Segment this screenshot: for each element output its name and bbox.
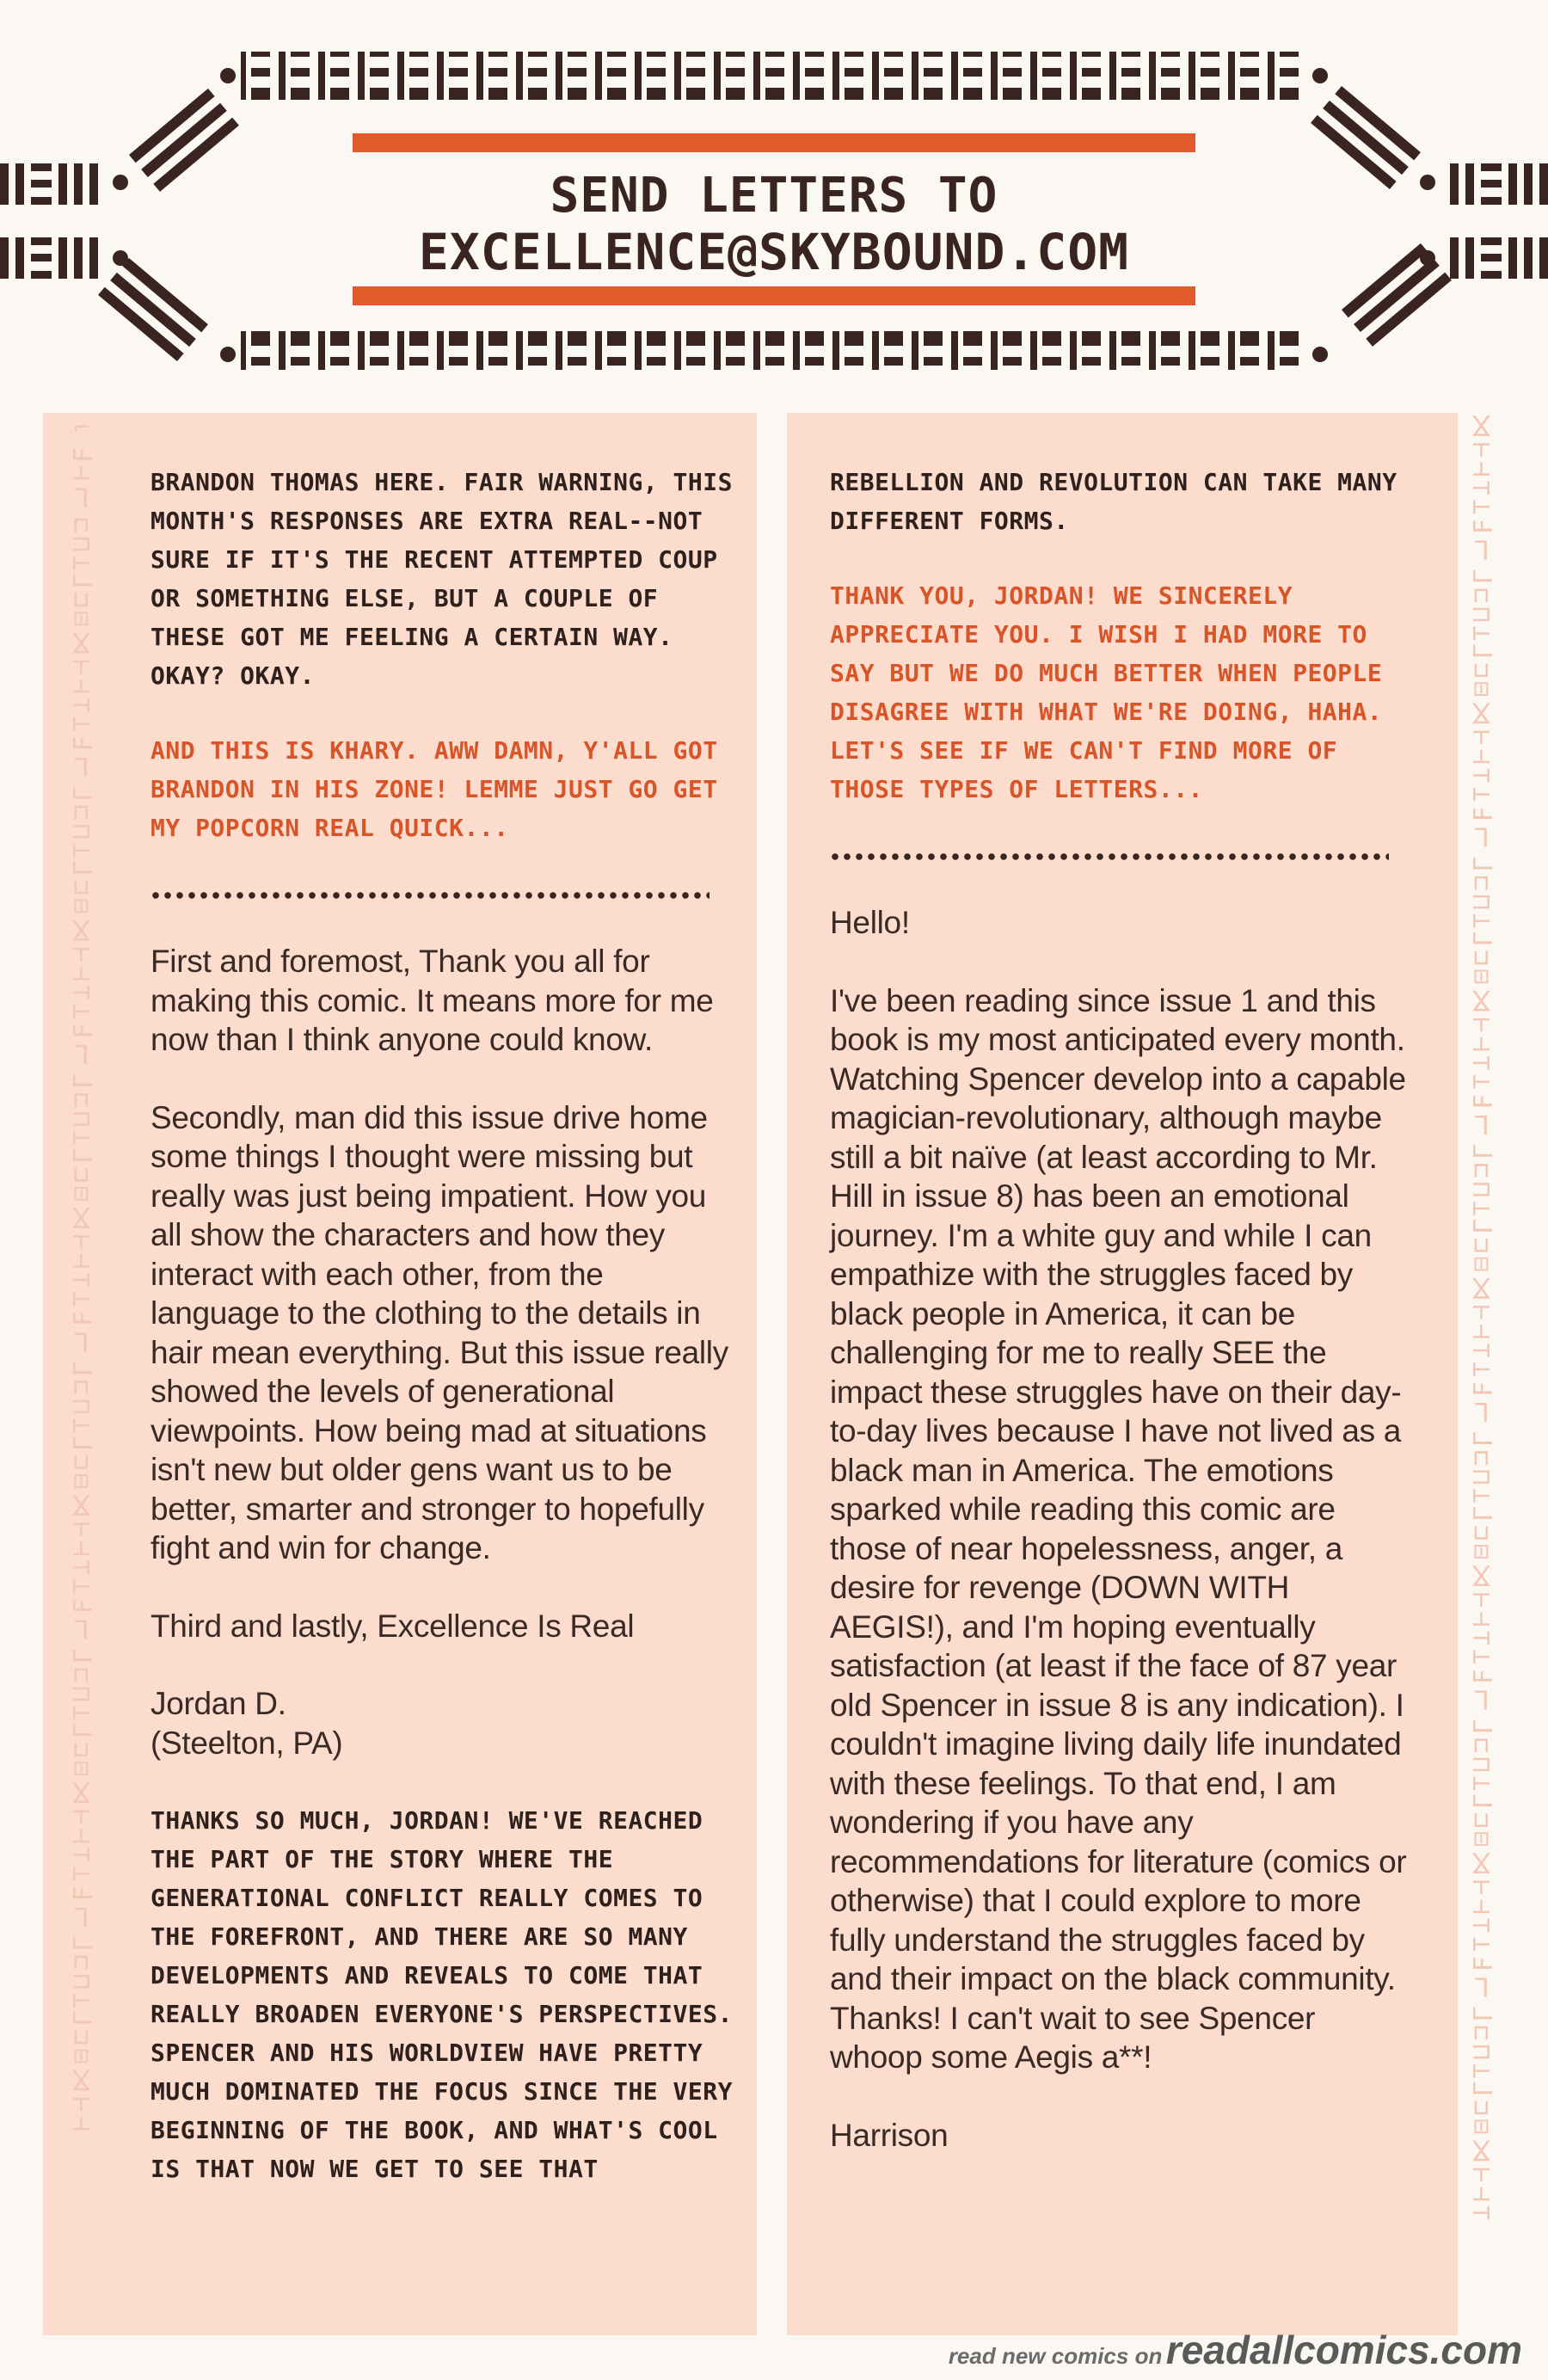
- title-accent-bar-top: [353, 133, 1195, 152]
- letter-paragraph-2: Secondly, man did this issue drive home some things I thought were missing but really was just being impatient. How you all show the characters and how they interact with each other, from the language to the clothing to the details in hair mean everything. But this issue really showed the levels of generational viewpoints. How being mad at situations isn't new but older gens want us to be better, smarter and stronger to hopefully fight and win for change.: [150, 1099, 728, 1565]
- title-line-1: SEND LETTERS TO: [550, 168, 998, 224]
- dotted-divider: [830, 845, 1389, 869]
- response-continued: REBELLION AND REVOLUTION CAN TAKE MANY DIFFERENT FORMS.: [830, 468, 1398, 535]
- dotted-divider: [150, 883, 710, 907]
- right-column-text: [830, 463, 1415, 2193]
- letter-paragraph-3: Third and lastly, Excellence Is Real: [150, 1608, 635, 1644]
- watermark-site-link[interactable]: readallcomics.com: [1165, 2328, 1522, 2372]
- letter-greeting: Hello!: [830, 905, 910, 940]
- decorative-glyph-strip-right: ⋊⊢⊣⊤⊥Ⅎᒣ⅃⊏⊓⊥⅃⊐⊟⋊⊢⊣⊤⊥Ⅎᒣ⅃⊏⊓⊥⅃⊐⊟⋊⊢⊣⊤⊥Ⅎᒣ⅃⊏⊓⊥⅃⊐⊟⋊⊢⊣⊤⊥Ⅎᒣ⅃⊏⊓⊥⅃⊐⊟⋊⊢⊣⊤⊥Ⅎᒣ⅃⊏⊓⊥⅃⊐⊟⋊⊢⊣⊤⊥Ⅎᒣ⅃⊏⊓⊥⅃⊐⊟⋊⊢⊣⊤: [1466, 413, 1496, 2224]
- signature-location: (Steelton, PA): [150, 1725, 343, 1761]
- intro-khary: AND THIS IS KHARY. AWW DAMN, Y'ALL GOT BRANDON IN HIS ZONE! LEMME JUST GO GET MY POPCORN REAL QUICK...: [150, 736, 718, 842]
- title-accent-bar-bottom: [353, 286, 1195, 305]
- response-jordan: THANKS SO MUCH, JORDAN! WE'VE REACHED THE PART OF THE STORY WHERE THE GENERATIONAL CONFLICT REALLY COMES TO THE FOREFRONT, AND THERE ARE SO MANY DEVELOPMENTS AND REVEALS TO COME THAT REALLY BROADEN EVERYONE'S PERSPECTIVES. SPENCER AND HIS WORLDVIEW HAVE PRETTY MUCH DOMINATED THE FOCUS SINCE THE VERY BEGINNING OF THE BOOK, AND WHAT'S COOL IS THAT NOW WE GET TO SEE THAT: [150, 1806, 733, 2183]
- response-orange: THANK YOU, JORDAN! WE SINCERELY APPRECIATE YOU. I WISH I HAD MORE TO SAY BUT WE DO MUCH BETTER WHEN PEOPLE DISAGREE WITH WHAT WE'RE DOING, HAHA. LET'S SEE IF WE CAN'T FIND MORE OF THOSE TYPES OF LETTERS...: [830, 581, 1383, 803]
- letter-body: I've been reading since issue 1 and this book is my most anticipated every month. Watching Spencer develop into a capable magician-revolutionary, although maybe still a bit naïve (at least according to Mr. Hill in issue 8) has been an emotional journey. I'm a white guy and while I can empathize with the struggles faced by black people in America, it can be challenging for me to really SEE the impact these struggles have on their day-to-day lives because I have not lived as a black man in America. The emotions sparked while reading this comic are those of near hopelessness, anger, a desire for revenge (DOWN WITH AEGIS!), and I'm hoping eventually satisfaction (at least if the face of 87 year old Spencer in issue 8 is any indication). I couldn't imagine living daily life inundated with these feelings. To that end, I am wondering if you have any recommendations for literature (comics or otherwise) that I could explore to more fully understand the struggles faced by and their impact on the black community. Thanks! I can't wait to see Spencer whoop some Aegis a**!: [830, 982, 1407, 2075]
- left-column-text: [150, 463, 735, 2224]
- letter-signature: [150, 1684, 735, 1762]
- letter-paragraph-1: First and foremost, Thank you all for making this comic. It means more for me now than I think anyone could know.: [150, 944, 714, 1057]
- letters-header: [0, 0, 1548, 370]
- site-watermark: [949, 2327, 1522, 2373]
- intro-brandon: BRANDON THOMAS HERE. FAIR WARNING, THIS MONTH'S RESPONSES ARE EXTRA REAL--NOT SURE IF IT'S THE RECENT ATTEMPTED COUP OR SOMETHING ELSE, BUT A COUPLE OF THESE GOT ME FEELING A CERTAIN WAY. OKAY? OKAY.: [150, 468, 733, 690]
- signature-name: Jordan D.: [150, 1686, 286, 1721]
- email-address[interactable]: EXCELLENCE@SKYBOUND.COM: [418, 223, 1130, 281]
- watermark-prefix: read new comics on: [948, 2343, 1163, 2369]
- title-block: [353, 133, 1195, 305]
- signature-name: Harrison: [830, 2117, 949, 2153]
- decorative-glyph-strip-left: ⌐Ⅎ⊣ᒣ⊏⊓⊥⅃⊐⊟⋊⊢⊣⊤⊥Ⅎᒣ⅃⊏⊓⊥⅃⊐⊟⋊⊢⊣⊤⊥Ⅎᒣ⅃⊏⊓⊥⅃⊐⊟⋊⊢⊣⊤⊥Ⅎᒣ⅃⊏⊓⊥⅃⊐⊟⋊⊢⊣⊤⊥Ⅎᒣ⅃⊏⊓⊥⅃⊐⊟⋊⊢⊣⊤⊥Ⅎᒣ⅃⊏⊓⊥⅃⊐⊟⋊⊢⊣: [66, 413, 96, 2135]
